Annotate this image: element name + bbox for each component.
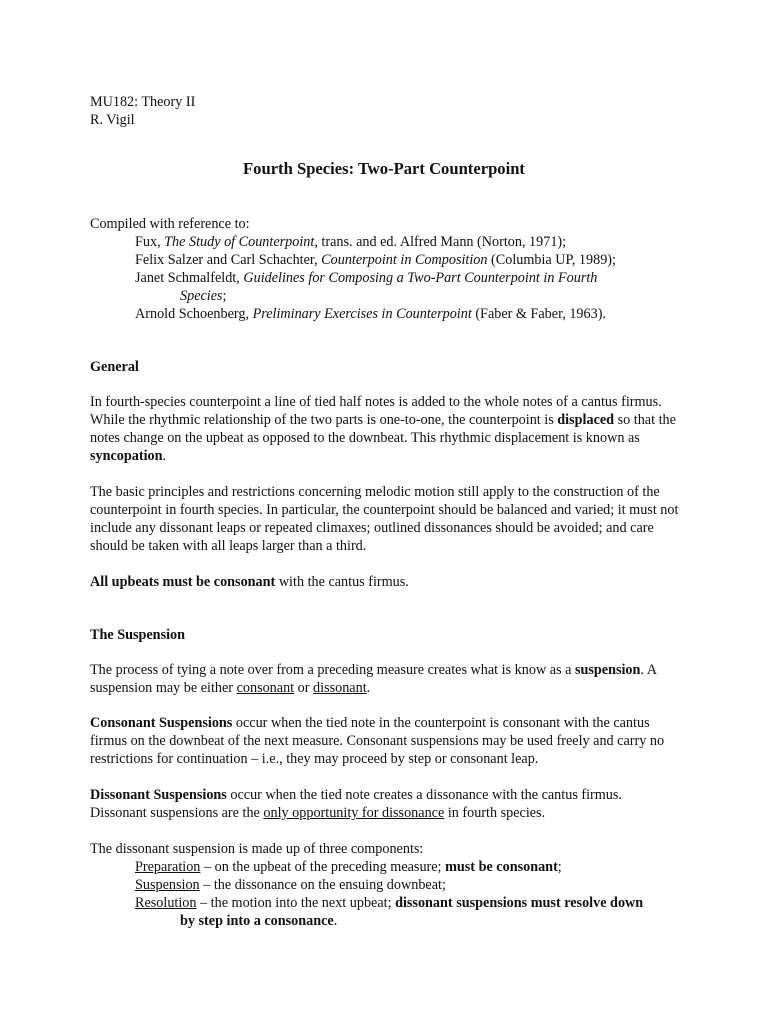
reference-item: Fux, The Study of Counterpoint, trans. and ed. Alfred Mann (Norton, 1971); xyxy=(135,234,567,250)
reference-item: Arnold Schoenberg, Preliminary Exercises in Counterpoint (Faber & Faber, 1963). xyxy=(135,306,606,322)
reference-item: Janet Schmalfeldt, Guidelines for Composing a Two-Part Counterpoint in Fourth xyxy=(135,270,598,286)
suspension-heading: The Suspension xyxy=(90,627,186,643)
component-resolution: Resolution – the motion into the next upbeat; dissonant suspensions must resolve down xyxy=(135,895,644,911)
general-paragraph-3: All upbeats must be consonant with the cantus firmus. xyxy=(90,574,409,590)
header-block xyxy=(90,93,680,129)
general-paragraph-1: In fourth-species counterpoint a line of tied half notes is added to the whole notes of a cantus firmus. While the rhythmic relationship of the two parts is one-to-one, the counterpoint is displaced so that the notes change on the upbeat as opposed to the downbeat. This rhythmic displacement is known as syncopation. xyxy=(90,394,676,464)
course-label: MU182: Theory II xyxy=(90,94,196,110)
references-block xyxy=(90,215,680,323)
general-heading: General xyxy=(90,359,139,375)
page-title: Fourth Species: Two-Part Counterpoint xyxy=(243,159,525,178)
suspension-paragraph-1: The process of tying a note over from a preceding measure creates what is know as a suspension. A suspension may be either consonant or dissonant. xyxy=(90,662,657,696)
component-resolution-continuation: by step into a consonance. xyxy=(180,913,338,929)
consonant-suspensions-paragraph: Consonant Suspensions occur when the tied note in the counterpoint is consonant with the cantus firmus on the downbeat of the next measure. Consonant suspensions may be used freely and carry no restrictions for continuation – i.e., they may proceed by step or consonant leap. xyxy=(90,715,665,767)
dissonant-suspensions-paragraph: Dissonant Suspensions occur when the tied note creates a dissonance with the cantus firmus. Dissonant suspensions are the only opportunity for dissonance in fourth species. xyxy=(90,787,622,821)
general-paragraph-2: The basic principles and restrictions concerning melodic motion still apply to the construction of the counterpoint in fourth species. In particular, the counterpoint should be balanced and varied; it must not include any dissonant leaps or repeated climaxes; outlined dissonances should be avoided; and care should be taken with all leaps larger than a third. xyxy=(90,484,679,554)
components-block xyxy=(90,840,680,930)
author-label: R. Vigil xyxy=(90,112,135,128)
component-suspension: Suspension – the dissonance on the ensuing downbeat; xyxy=(135,877,446,893)
components-intro: The dissonant suspension is made up of three components: xyxy=(90,841,424,857)
reference-item: Felix Salzer and Carl Schachter, Counterpoint in Composition (Columbia UP, 1989); xyxy=(135,252,616,268)
reference-item-continuation: Species; xyxy=(180,288,227,304)
references-intro: Compiled with reference to: xyxy=(90,216,250,232)
component-preparation: Preparation – on the upbeat of the preceding measure; must be consonant; xyxy=(135,859,562,875)
